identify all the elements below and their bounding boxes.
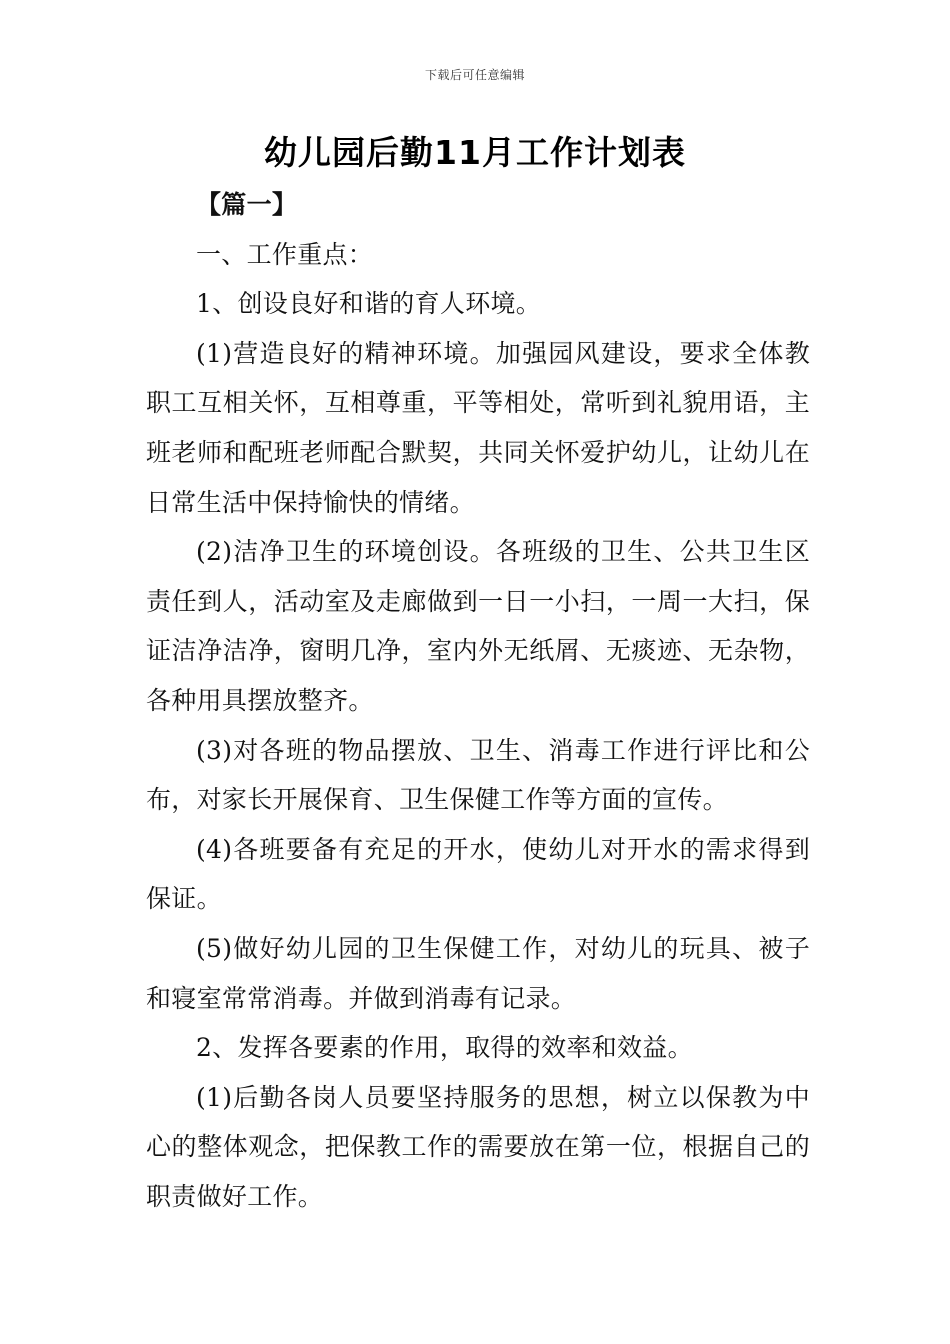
paragraph-item-1-3: (3)对各班的物品摆放、卫生、消毒工作进行评比和公布，对家长开展保育、卫生保健工作等方面的宣传。 bbox=[146, 735, 810, 815]
paragraph-item-1-2: (2)洁净卫生的环境创设。各班级的卫生、公共卫生区责任到人，活动室及走廊做到一日一小扫，一周一大扫，保证洁净洁净，窗明几净，室内外无纸屑、无痰迹、无杂物，各种用具摆放整齐。 bbox=[146, 537, 810, 715]
document-title: 幼儿园后勤11月工作计划表 bbox=[264, 133, 686, 172]
paragraph-item-2: 2、发挥各要素的作用，取得的效率和效益。 bbox=[196, 1033, 693, 1063]
section-label: 【篇一】 bbox=[196, 190, 298, 219]
paragraph-heading-work-focus: 一、工作重点： bbox=[196, 239, 374, 269]
paragraph-item-1-1: (1)营造良好的精神环境。加强园风建设，要求全体教职工互相关怀，互相尊重，平等相处，常听到礼貌用语，主班老师和配班老师配合默契，共同关怀爱护幼儿，让幼儿在日常生活中保持愉快的情绪。 bbox=[146, 338, 810, 517]
paragraph-item-2-1: (1)后勤各岗人员要坚持服务的思想，树立以保教为中心的整体观念，把保教工作的需要放在第一位，根据自己的职责做好工作。 bbox=[146, 1082, 810, 1211]
paragraph-item-1: 1、创设良好和谐的育人环境。 bbox=[196, 289, 542, 319]
header-note: 下载后可任意编辑 bbox=[424, 68, 525, 82]
document-body bbox=[146, 180, 810, 1221]
paragraph-item-1-5: (5)做好幼儿园的卫生保健工作，对幼儿的玩具、被子和寝室常常消毒。并做到消毒有记录。 bbox=[146, 933, 810, 1013]
paragraph-item-1-4: (4)各班要备有充足的开水，使幼儿对开水的需求得到保证。 bbox=[146, 834, 810, 914]
